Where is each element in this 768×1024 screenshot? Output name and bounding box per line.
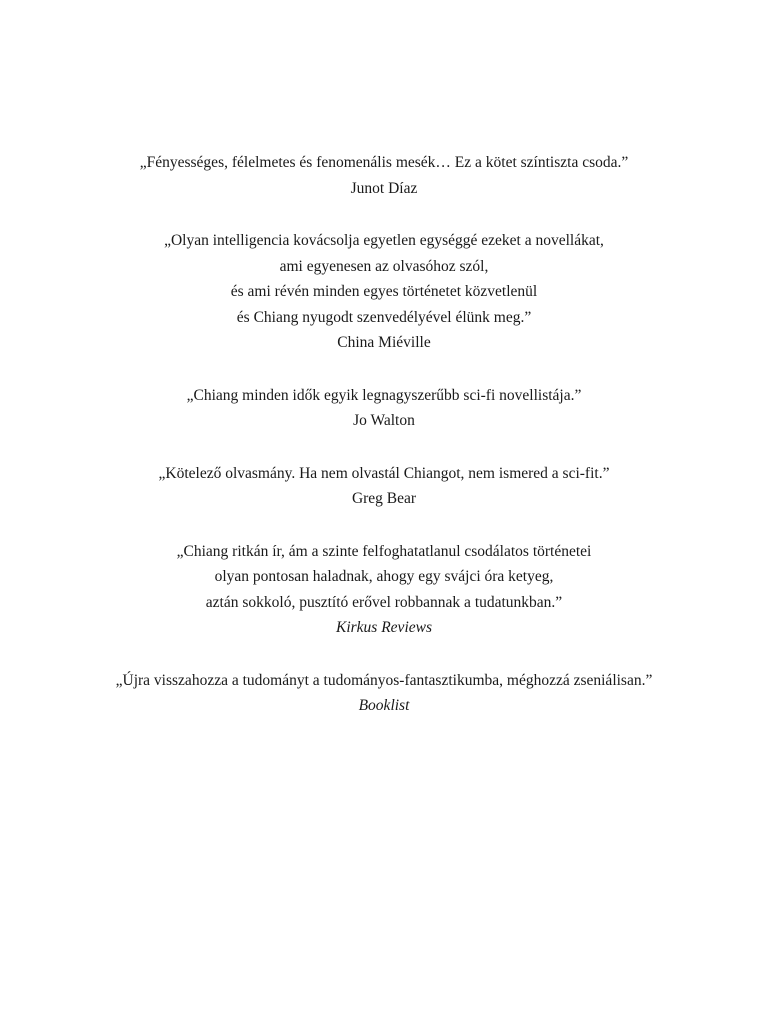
quote-line: „Kötelező olvasmány. Ha nem olvastál Chiangot, nem ismered a sci-fit.” <box>158 464 610 482</box>
blurb-booklist <box>0 668 768 719</box>
quote-attribution: Jo Walton <box>353 412 415 429</box>
blurb-greg-bear <box>0 461 768 512</box>
praise-blurbs <box>0 150 768 746</box>
blurb-jo-walton <box>0 383 768 434</box>
quote-attribution: China Miéville <box>337 334 431 351</box>
quote-attribution: Kirkus Reviews <box>336 619 432 636</box>
quote-line: olyan pontosan haladnak, ahogy egy svájci óra ketyeg, <box>214 568 554 585</box>
quote-attribution: Junot Díaz <box>350 179 418 197</box>
quote-line: „Fényességes, félelmetes és fenomenális mesék… Ez a kötet színtiszta csoda.” <box>139 154 629 171</box>
quote-line: „Chiang ritkán ír, ám a szinte felfoghatatlanul csodálatos történetei <box>176 542 592 560</box>
quote-attribution: Booklist <box>358 697 410 714</box>
blurb-china-mieville <box>0 228 768 356</box>
quote-line: „Olyan intelligencia kovácsolja egyetlen egységgé ezeket a novellákat, <box>164 232 604 249</box>
quote-line: és Chiang nyugodt szenvedélyével élünk meg.” <box>236 308 532 326</box>
quote-line: aztán sokkoló, pusztító erővel robbannak a tudatunkban.” <box>205 593 563 611</box>
blurb-kirkus-reviews <box>0 539 768 641</box>
quote-line: ami egyenesen az olvasóhoz szól, <box>279 257 489 275</box>
quote-line: és ami révén minden egyes történetet közvetlenül <box>230 283 538 300</box>
quote-line: „Újra visszahozza a tudományt a tudományos-fantasztikumba, méghozzá zseniálisan.” <box>115 671 653 689</box>
blurb-junot-diaz <box>0 150 768 201</box>
quote-attribution: Greg Bear <box>351 490 417 507</box>
quote-line: „Chiang minden idők egyik legnagyszerűbb sci-fi novellistája.” <box>186 386 582 404</box>
